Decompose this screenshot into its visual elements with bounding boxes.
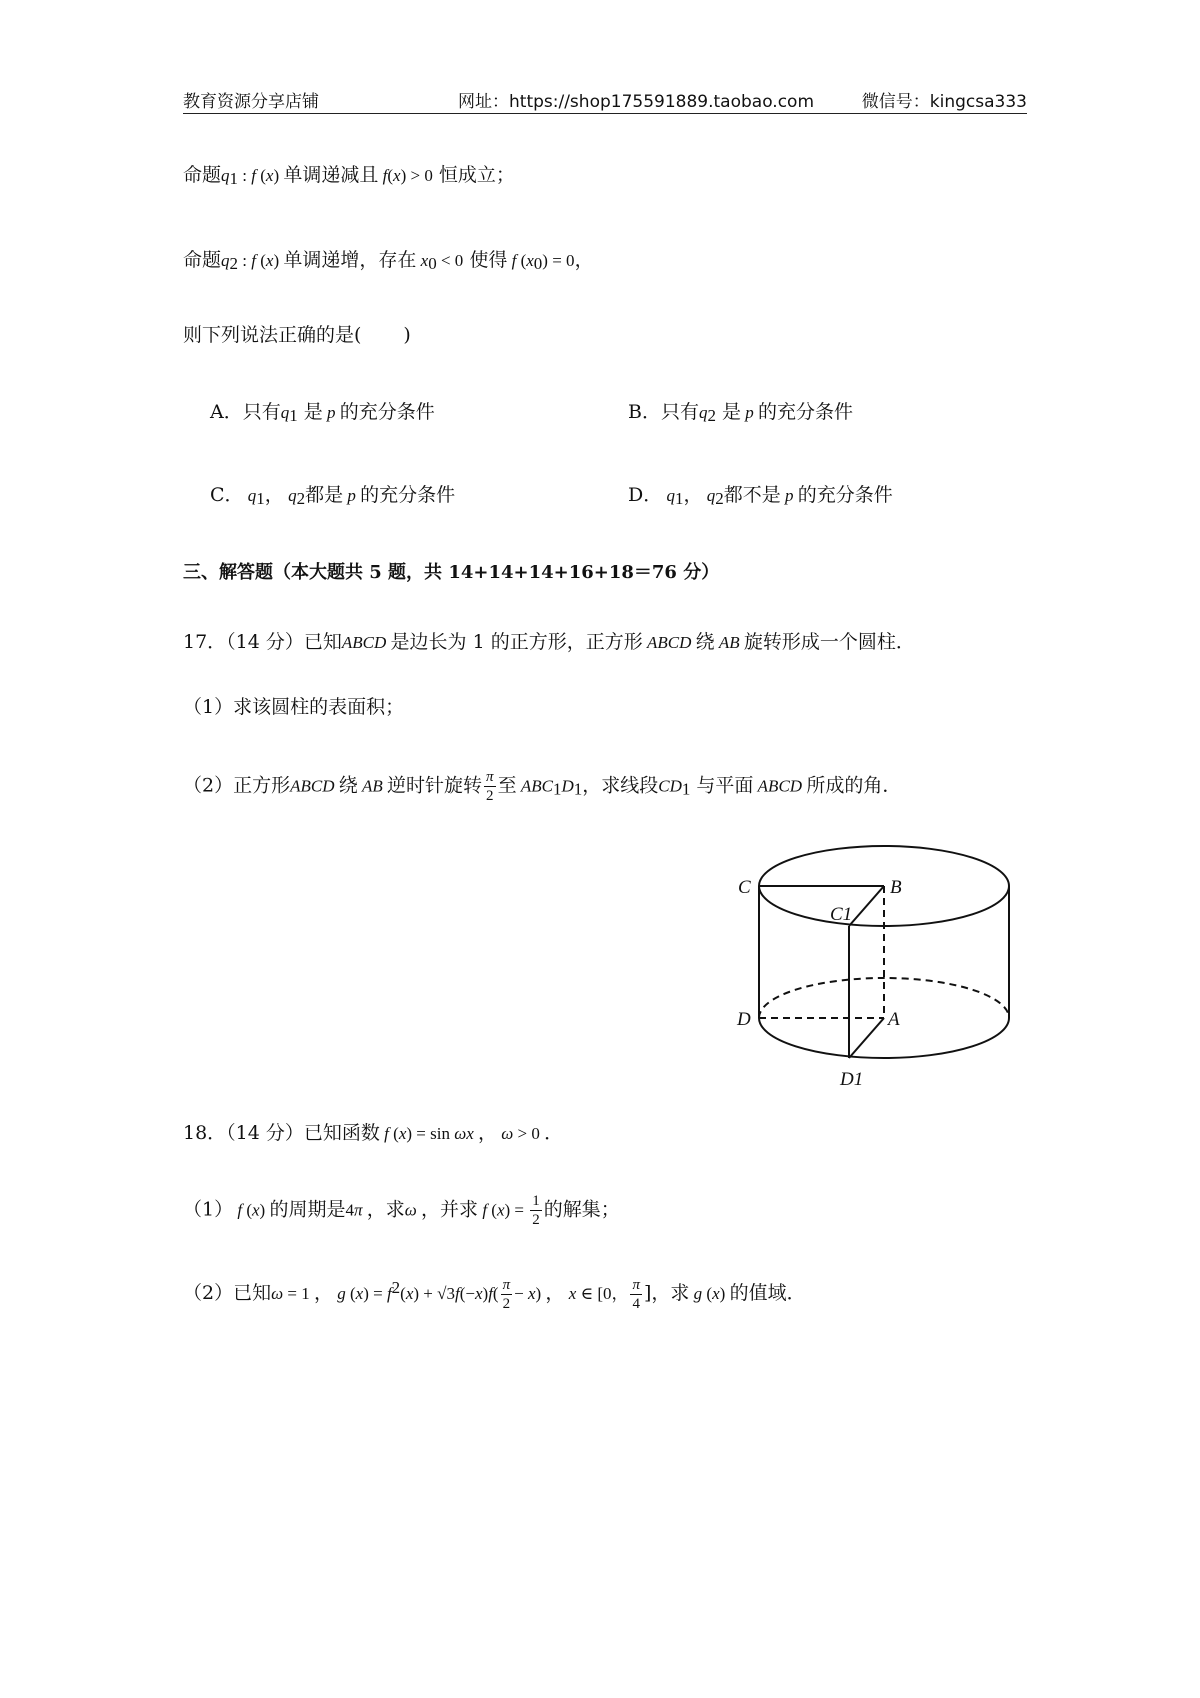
label-d: D — [737, 1009, 751, 1030]
question-prompt: 则下列说法正确的是( ) — [183, 324, 411, 346]
label-d1: D1 — [840, 1069, 864, 1090]
label-c: C — [738, 877, 751, 898]
segment-d1a — [849, 1018, 884, 1058]
option-c: C． $q_1$， $q_2$都是 p 的充分条件 — [210, 484, 456, 508]
page-header — [183, 84, 1027, 114]
header-url: 网址：https://shop175591889.taobao.com — [458, 92, 815, 112]
problem-17-part-1: （1）求该圆柱的表面积； — [183, 696, 405, 718]
header-rule — [183, 113, 1027, 114]
problem-18-statement: 18．（14 分）已知函数 f (x) = sin ωx ， ω > 0 ． — [183, 1122, 564, 1144]
section-3-title: 三、解答题（本大题共 5 题，共 14+14+14+16+18＝76 分） — [183, 562, 720, 583]
problem-17-statement: 17．（14 分）已知ABCD 是边长为 1 的正方形，正方形 ABCD 绕 AB 旋转形成一个圆柱． — [183, 631, 915, 653]
segment-bc1 — [849, 886, 884, 926]
header-wechat: 微信号：kingcsa333 — [861, 92, 1027, 112]
proposition-q2: 命题$q_2$ : f (x) 单调递增，存在 $x_0 < 0$ 使得 f $(x_0) = 0$， — [183, 249, 594, 273]
option-d: D． $q_1$， $q_2$都不是 p 的充分条件 — [628, 484, 893, 508]
option-b: B．只有$q_2$ 是 p 的充分条件 — [628, 401, 854, 425]
problem-17-part-2: （2）正方形ABCD 绕 AB 逆时针旋转 $\frac{\pi}{2}$ 至 $ABC_1D_1$，求线段$CD_1$ 与平面 ABCD 所成的角． — [183, 769, 902, 804]
label-c1: C1 — [830, 904, 853, 925]
cylinder-figure — [730, 835, 1030, 1095]
label-b: B — [890, 877, 902, 898]
problem-18-part-2: （2）已知ω = 1 ， g $(x) = f^2(x) + √3f(-x)f$( $\frac{\pi}{2}$ − x) ， x ∈ [0， $\frac{\pi}{4}$ ]，求 g (x) 的值域． — [183, 1276, 806, 1312]
bottom-ellipse-front — [759, 1018, 1009, 1058]
problem-18-part-1: （1） f (x) 的周期是4π ，求ω ，并求 f (x) = $\frac{1}{2}$ 的解集； — [183, 1193, 620, 1228]
header-shop: 教育资源分享店铺 — [183, 92, 319, 112]
label-a: A — [888, 1009, 900, 1030]
proposition-q1: 命题$q_1$ : f (x) 单调递减且 f(x) > 0 恒成立； — [183, 164, 515, 188]
option-a: A．只有$q_1$ 是 p 的充分条件 — [210, 401, 435, 425]
